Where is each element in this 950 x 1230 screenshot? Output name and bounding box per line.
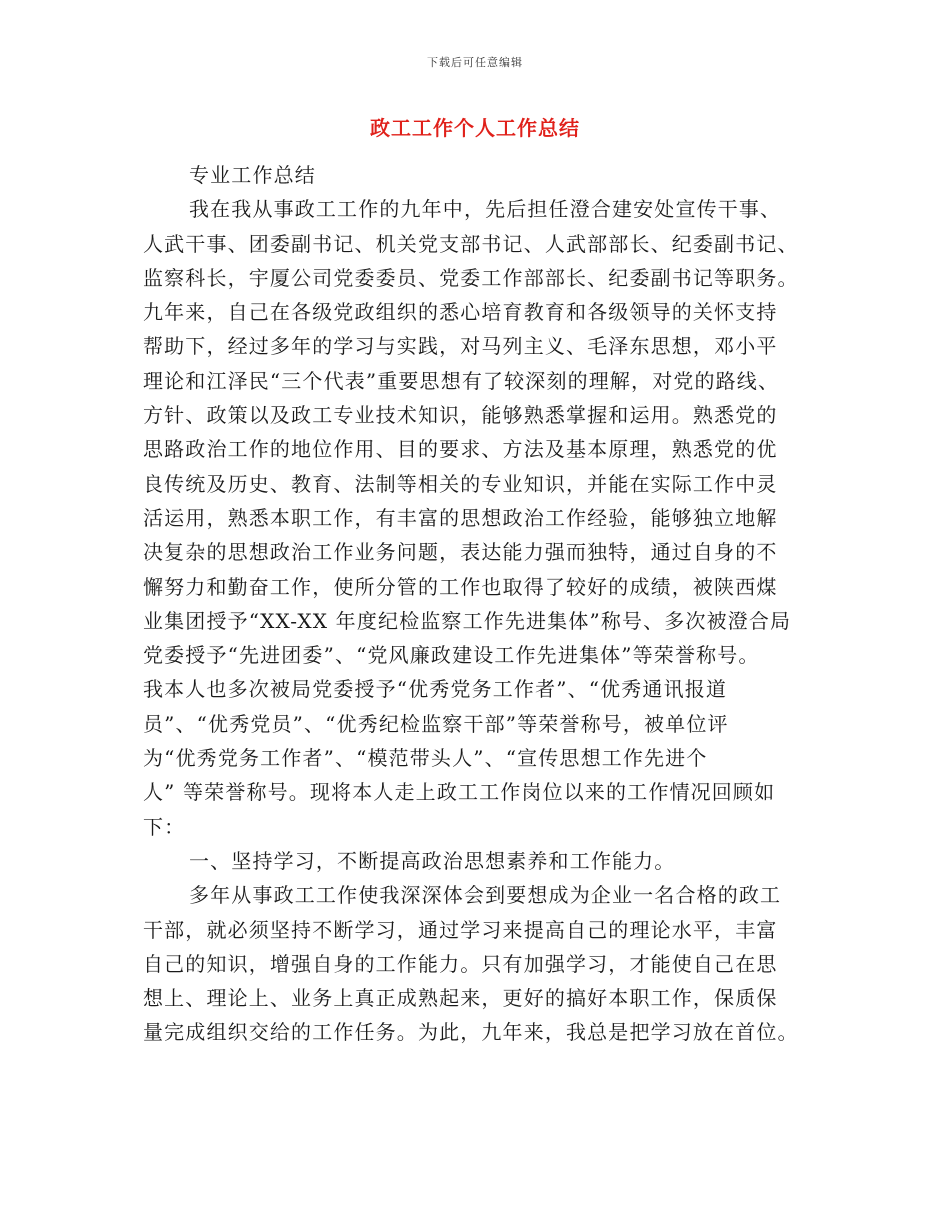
document-body bbox=[143, 158, 813, 1050]
body-line: 量完成组织交给的工作任务。为此，九年来，我总是把学习放在首位。 bbox=[143, 1020, 799, 1045]
body-line: 业集团授予“XX-XX 年度纪检监察工作先进集体”称号、多次被澄合局 bbox=[143, 608, 792, 633]
body-line: 人” 等荣誉称号。现将本人走上政工工作岗位以来的工作情况回顾如 bbox=[143, 780, 776, 805]
body-line: 专业工作总结 bbox=[189, 163, 316, 187]
body-line: 思路政治工作的地位作用、目的要求、方法及基本原理，熟悉党的优 bbox=[143, 437, 778, 462]
body-line: 下： bbox=[143, 814, 186, 839]
document-title: 政工工作个人工作总结 bbox=[370, 116, 580, 140]
body-line: 理论和江泽民“三个代表”重要思想有了较深刻的理解，对党的路线、 bbox=[143, 368, 780, 393]
body-line: 决复杂的思想政治工作业务问题，表达能力强而独特，通过自身的不 bbox=[143, 540, 778, 565]
header-note: 下载后可任意编辑 bbox=[427, 56, 523, 69]
body-line: 活运用，熟悉本职工作，有丰富的思想政治工作经验，能够独立地解 bbox=[143, 505, 778, 530]
body-line: 想上、理论上、业务上真正成熟起来，更好的搞好本职工作，保质保 bbox=[143, 986, 778, 1011]
body-line: 党委授予“先进团委”、“党风廉政建设工作先进集体”等荣誉称号。 bbox=[143, 643, 760, 668]
body-line: 干部，就必须坚持不断学习，通过学习来提高自己的理论水平，丰富 bbox=[143, 917, 778, 942]
body-line: 多年从事政工工作使我深深体会到要想成为企业一名合格的政工 bbox=[189, 883, 782, 908]
body-line: 人武干事、团委副书记、机关党支部书记、人武部部长、纪委副书记、 bbox=[143, 231, 799, 256]
body-line: 良传统及历史、教育、法制等相关的专业知识，并能在实际工作中灵 bbox=[143, 471, 778, 496]
body-line: 我本人也多次被局党委授予“优秀党务工作者”、“优秀通讯报道 bbox=[143, 677, 728, 702]
body-line: 帮助下，经过多年的学习与实践，对马列主义、毛泽东思想，邓小平 bbox=[143, 334, 778, 359]
body-line: 懈努力和勤奋工作，使所分管的工作也取得了较好的成绩，被陕西煤 bbox=[143, 574, 778, 599]
body-line: 监察科长，宇厦公司党委委员、党委工作部部长、纪委副书记等职务。 bbox=[143, 265, 799, 290]
body-line: 九年来，自己在各级党政组织的悉心培育教育和各级领导的关怀支持 bbox=[143, 300, 778, 325]
body-line: 自己的知识，增强自身的工作能力。只有加强学习，才能使自己在思 bbox=[143, 951, 778, 976]
body-line: 我在我从事政工工作的九年中，先后担任澄合建安处宣传干事、 bbox=[189, 197, 782, 222]
body-line: 方针、政策以及政工专业技术知识，能够熟悉掌握和运用。熟悉党的 bbox=[143, 403, 778, 428]
body-line: 员”、“优秀党员”、“优秀纪检监察干部”等荣誉称号，被单位评 bbox=[143, 711, 729, 736]
section-heading: 一、坚持学习，不断提高政治思想素养和工作能力。 bbox=[189, 848, 676, 873]
body-line: 为“优秀党务工作者”、“模范带头人”、“宣传思想工作先进个 bbox=[143, 746, 708, 771]
